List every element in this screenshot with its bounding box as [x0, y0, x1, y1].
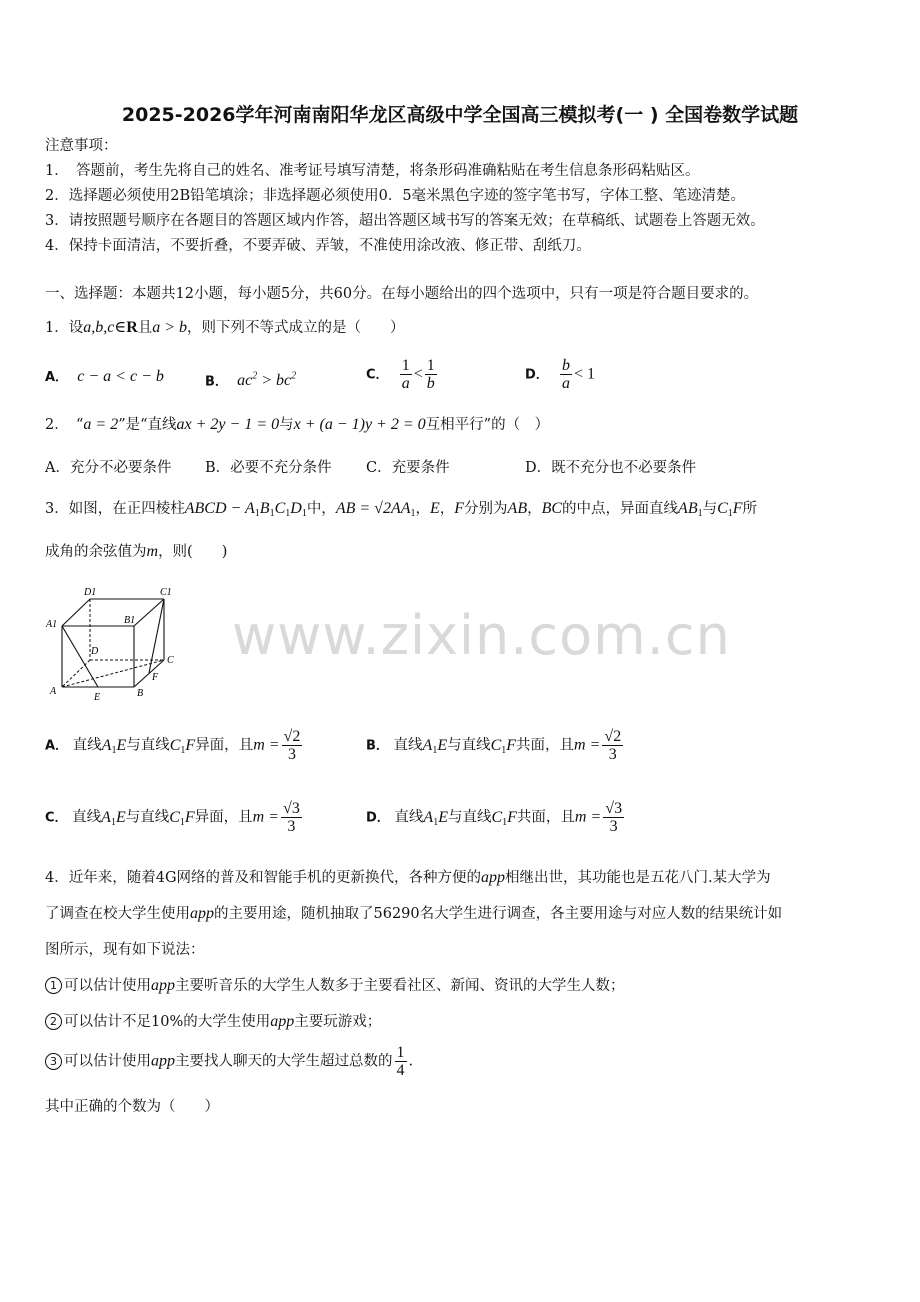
notice-item-4: 4．保持卡面清洁，不要折叠，不要弄破、弄皱，不准使用涂改液、修正带、刮纸刀。: [45, 238, 591, 254]
notice-item-3: 3．请按照题号顺序在各题目的答题区域内作答，超出答题区域书写的答案无效；在草稿纸、试题卷上答题无效。: [45, 213, 765, 229]
q2-option-a: A．充分不必要条件: [45, 460, 172, 476]
label-b: B: [137, 688, 144, 699]
q1-option-a: A． c − a < c − b: [45, 368, 164, 385]
statement-2: 2 可以估计不足10%的大学生使用app主要玩游戏；: [45, 1012, 381, 1032]
q2-option-b: B．必要不充分条件: [205, 460, 332, 476]
prism-figure: [44, 584, 184, 706]
notice-item-1: 1． 答题前，考生先将自己的姓名、准考证号填写清楚，将条形码准确粘贴在考生信息条形码粘贴区。: [45, 163, 700, 179]
question-3-line-1: 3．如图，在正四棱柱ABCD − $A_1B_1C_1D_1$中，AB = $√2AA_1$，E，F分别为AB，BC的中点，异面直线$AB_1$与$C_1F$所: [45, 500, 758, 519]
question-4-line-1: 4．近年来，随着4G网络的普及和智能手机的更新换代，各种方便的app相继出世，其功能也是五花八门.某大学为: [45, 869, 771, 886]
label-e: E: [94, 692, 101, 703]
label-c: C: [167, 655, 174, 666]
label-d1: D1: [84, 587, 97, 598]
q1-option-b: B． $ac^2 > bc^2$: [205, 371, 297, 390]
q2-option-d: D．既不充分也不必要条件: [525, 460, 697, 476]
circled-number-3: 3: [45, 1053, 62, 1070]
label-b1: B1: [124, 615, 136, 626]
label-d: D: [91, 646, 99, 657]
statement-3: 3 可以估计使用app主要找人聊天的大学生超过总数的 $\frac{1}{4}$ .: [45, 1044, 413, 1079]
label-c1: C1: [160, 587, 172, 598]
question-4-final: 其中正确的个数为（ ）: [45, 1099, 219, 1115]
question-4-line-3: 图所示，现有如下说法：: [45, 942, 205, 958]
question-1: 1．设a,b,c∈R且a > b，则下列不等式成立的是（ ）: [45, 319, 405, 336]
watermark: www.zixin.com.cn: [232, 604, 731, 667]
q3-option-d: D． 直线$A_1E$与直线$C_1F$共面，且m = $\frac{√3}{3}$: [366, 800, 623, 835]
q3-option-c: C． 直线$A_1E$与直线$C_1F$异面，且m = $\frac{√3}{3}$: [45, 800, 300, 835]
label-a1: A1: [46, 619, 58, 630]
q3-option-a: A． 直线$A_1E$与直线$C_1F$异面，且m = $\frac{√2}{3}$: [45, 728, 301, 763]
section-heading: 一、选择题：本题共12小题，每小题5分，共60分。在每小题给出的四个选项中，只有一项是符合题目要求的。: [45, 286, 759, 302]
question-2: 2． “a = 2”是“直线ax + 2y − 1 = 0与x + (a − 1)y + 2 = 0互相平行”的（ ）: [45, 416, 550, 433]
statement-1: 1 可以估计使用app主要听音乐的大学生人数多于主要看社区、新闻、资讯的大学生人数；: [45, 976, 625, 996]
page-title: 2025-2026学年河南南阳华龙区高级中学全国高三模拟考(一 ) 全国卷数学试题: [121, 104, 799, 126]
circled-number-2: 2: [45, 1013, 62, 1030]
q2-option-c: C．充要条件: [366, 460, 450, 476]
notice-heading: 注意事项：: [45, 138, 118, 154]
notice-item-2: 2．选择题必须使用2B铅笔填涂；非选择题必须使用0．5毫米黑色字迹的签字笔书写，字体工整、笔迹清楚。: [45, 188, 746, 204]
q1-option-d: D． $\frac{b}{a}$ < 1: [525, 357, 596, 392]
q1-option-c: C． $\frac{1}{a}$ < $\frac{1}{b}$: [366, 357, 435, 392]
circled-number-1: 1: [45, 977, 62, 994]
question-4-line-2: 了调查在校大学生使用app的主要用途，随机抽取了56290名大学生进行调查，各主要用途与对应人数的结果统计如: [45, 905, 783, 922]
q3-option-b: B． 直线$A_1E$与直线$C_1F$共面，且m = $\frac{√2}{3}$: [366, 728, 622, 763]
label-a: A: [50, 686, 57, 697]
question-3-line-2: 成角的余弦值为m，则( ): [45, 543, 228, 560]
label-f: F: [152, 672, 159, 683]
